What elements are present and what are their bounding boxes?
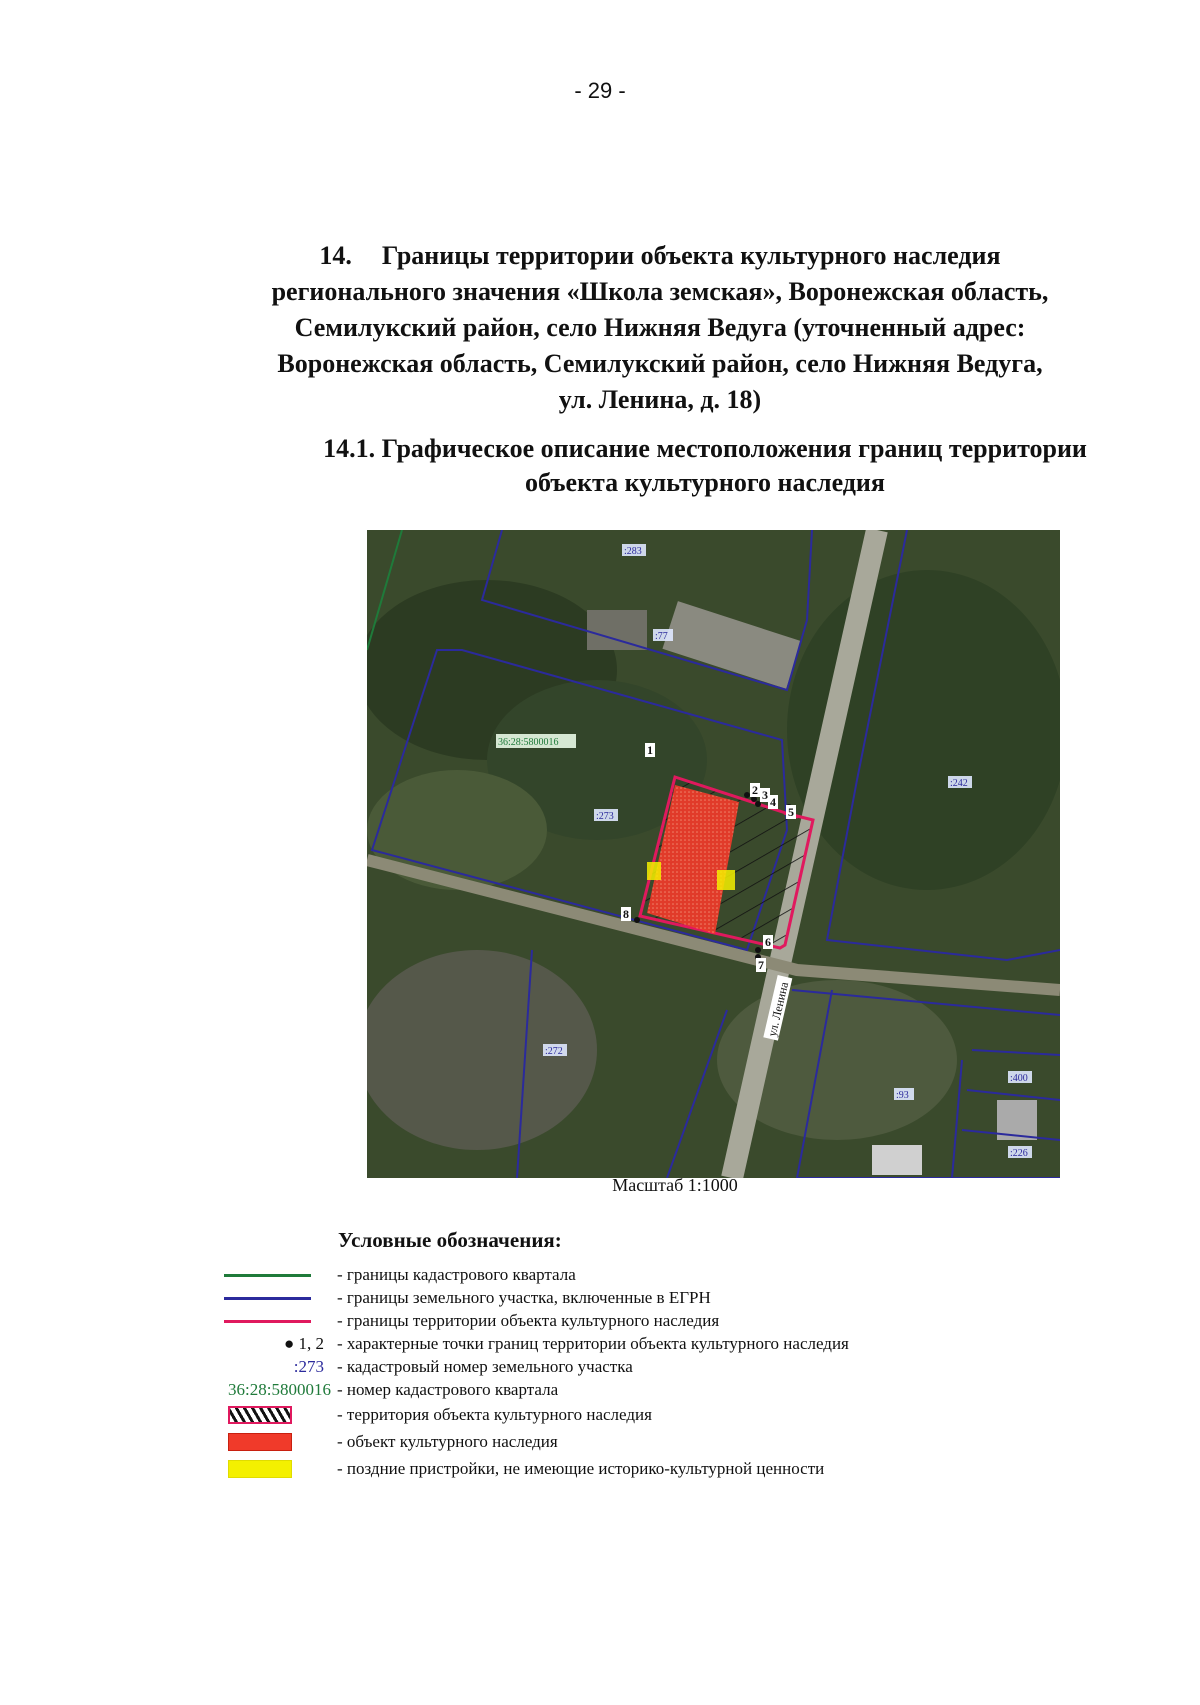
parcel-label: :272 [545, 1046, 563, 1057]
parcel-number-symbol: :273 [293, 1357, 324, 1376]
subtitle-line-1: 14.1. Графическое описание местоположения границ территории [323, 434, 1087, 463]
parcel-label: :273 [596, 811, 614, 822]
yellow-fill-symbol [228, 1460, 292, 1478]
parcel-label: :226 [1010, 1148, 1028, 1159]
parcel-label: :242 [950, 778, 968, 789]
legend-item-territory-boundary [200, 1310, 1100, 1332]
building [872, 1145, 922, 1175]
legend-item-territory [200, 1404, 1100, 1426]
legend-item-boundary-points [200, 1333, 1100, 1355]
point-label: 2 [752, 783, 758, 797]
point-label: 8 [623, 907, 629, 921]
title-line-5: ул. Ленина, д. 18) [558, 385, 762, 414]
map-canvas [367, 530, 1060, 1178]
title-line-4: Воронежская область, Семилукский район, село Нижняя Ведуга, [277, 349, 1043, 378]
subtitle-line-2: объекта культурного наследия [525, 468, 885, 497]
legend-item-parcel-boundary [200, 1287, 1100, 1309]
legend-text: - поздние пристройки, не имеющие историко-культурной ценности [337, 1459, 825, 1478]
legend-item-extensions [200, 1458, 1100, 1480]
point-label: 6 [765, 935, 771, 949]
point-symbol: ● 1, 2 [283, 1334, 324, 1353]
quarter-number-symbol: 36:28:5800016 [228, 1380, 331, 1399]
map-scale: Масштаб 1:1000 [612, 1175, 738, 1195]
title-line-2: регионального значения «Школа земская», Воронежская область, [271, 277, 1049, 306]
legend-text: - границы земельного участка, включенные в ЕГРН [337, 1288, 711, 1307]
legend-title: Условные обозначения: [338, 1228, 562, 1252]
point-label: 4 [770, 795, 776, 809]
legend-item-heritage-object [200, 1431, 1100, 1453]
pink-line-symbol [224, 1320, 311, 1323]
legend-text: - номер кадастрового квартала [337, 1380, 559, 1399]
quarter-label: 36:28:5800016 [498, 737, 559, 748]
point-label: 7 [758, 958, 764, 972]
street-label: ул. Ленина [764, 980, 792, 1038]
parcel-label: :93 [896, 1090, 909, 1101]
later-extension [717, 870, 735, 890]
legend-text: - территория объекта культурного наследия [337, 1405, 652, 1424]
legend-text: - кадастровый номер земельного участка [337, 1357, 633, 1376]
building [587, 610, 647, 650]
point-label: 5 [788, 805, 794, 819]
point-label: 3 [762, 788, 768, 802]
title-line-3: Семилукский район, село Нижняя Ведуга (уточненный адрес: [294, 313, 1026, 342]
red-fill-symbol [228, 1433, 292, 1451]
hatched-symbol [228, 1406, 292, 1424]
parcel-label: :400 [1010, 1073, 1028, 1084]
subsection-title [280, 432, 1130, 500]
page-number: - 29 - [574, 78, 626, 103]
satellite-map [367, 530, 1060, 1178]
point-label: 1 [647, 743, 653, 757]
legend-item-quarter-number [200, 1379, 1100, 1401]
legend-text: - границы территории объекта культурного наследия [337, 1311, 720, 1330]
legend-text: - характерные точки границ территории объекта культурного наследия [337, 1334, 849, 1353]
blue-line-symbol [224, 1297, 311, 1300]
legend-text: - объект культурного наследия [337, 1432, 558, 1451]
legend-item-quarter-boundary [200, 1264, 1100, 1286]
later-extension [647, 862, 661, 880]
legend-text: - границы кадастрового квартала [337, 1265, 576, 1284]
parcel-label: :77 [655, 631, 668, 642]
parcel-label: :283 [624, 546, 642, 557]
section-title [230, 238, 1090, 418]
green-line-symbol [224, 1274, 311, 1277]
section-number: 14. [319, 241, 352, 270]
title-line-1: Границы территории объекта культурного наследия [381, 241, 1001, 270]
legend-item-parcel-number [200, 1356, 1100, 1378]
